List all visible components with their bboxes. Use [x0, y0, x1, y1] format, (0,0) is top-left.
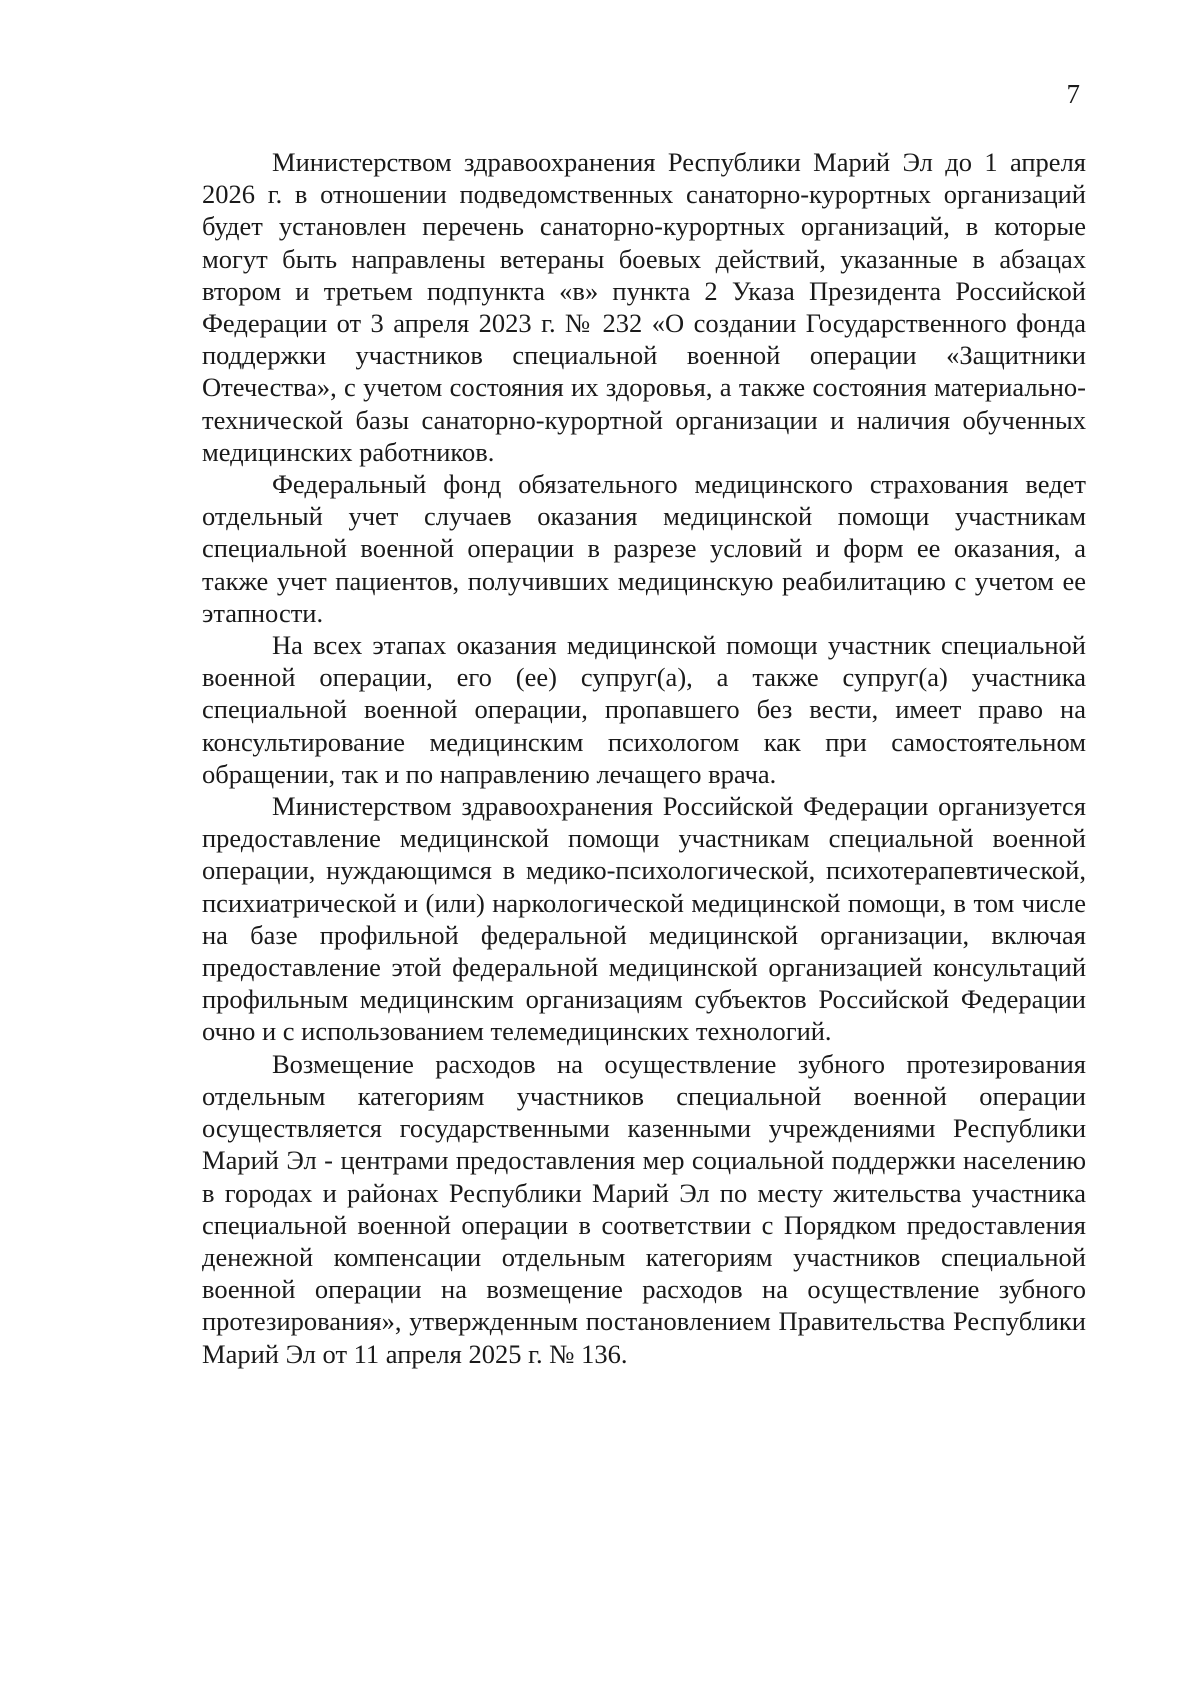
paragraph-insurance-fund: Федеральный фонд обязательного медицинского страхования ведет отдельный учет случаев оказания медицинской помощи участникам специальной военной операции в разрезе условий и форм ее оказания, а также учет пациентов, получивших медицинскую реабилитацию с учетом ее этапности.	[202, 469, 1086, 628]
paragraph-dental-prosthetics: Возмещение расходов на осуществление зубного протезирования отдельным категориям участников специальной военной операции осуществляется государственными казенными учреждениями Республики Марий Эл - центрами предоставления мер социальной поддержки населению в городах и районах Республики Марий Эл по месту жительства участника специальной военной операции в соответствии с Порядком предоставления денежной компенсации отдельным категориям участников специальной военной операции на возмещение расходов на осуществление зубного протезирования», утвержденным постановлением Правительства Республики Марий Эл от 11 апреля 2025 г. № 136.	[202, 1048, 1086, 1369]
document-body	[202, 146, 1086, 1370]
page-number: 7	[1066, 79, 1080, 109]
paragraph-psychiatric-care: Министерством здравоохранения Российской Федерации организуется предоставление медицинской помощи участникам специальной военной операции, нуждающимся в медико-психологической, психотерапевтической, психиатрической и (или) наркологической медицинской помощи, в том числе на базе профильной федеральной медицинской организации, включая предоставление этой федеральной медицинской организацией консультаций профильным медицинским организациям субъектов Российской Федерации очно и с использованием телемедицинских технологий.	[202, 791, 1086, 1047]
paragraph-sanatorium-list: Министерством здравоохранения Республики Марий Эл до 1 апреля 2026 г. в отношении подведомственных санаторно-курортных организаций будет установлен перечень санаторно-курортных организаций, в которые могут быть направлены ветераны боевых действий, указанные в абзацах втором и третьем подпункта «в» пункта 2 Указа Президента Российской Федерации от 3 апреля 2023 г. № 232 «О создании Государственного фонда поддержки участников специальной военной операции «Защитники Отечества», с учетом состояния их здоровья, а также состояния материально-технической базы санаторно-курортной организации и наличия обученных медицинских работников.	[202, 147, 1086, 467]
paragraph-psychologist-consulting: На всех этапах оказания медицинской помощи участник специальной военной операции, его (ее) супруг(а), а также супруг(а) участника специальной военной операции, пропавшего без вести, имеет право на консультирование медицинским психологом как при самостоятельном обращении, так и по направлению лечащего врача.	[202, 630, 1086, 789]
